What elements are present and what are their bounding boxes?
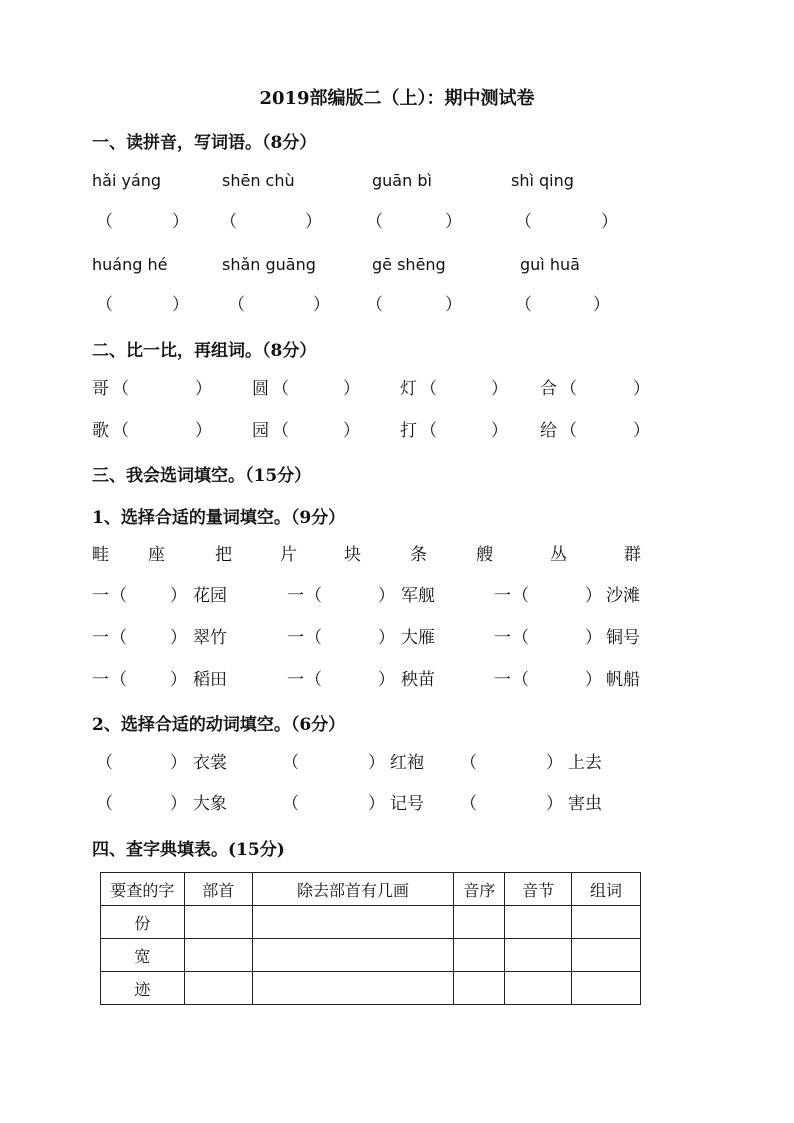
- answer-blank-close: ）: [378, 586, 395, 606]
- char-ge: 哥: [92, 379, 109, 399]
- answer-blank-open: （: [96, 794, 113, 814]
- answer-blank-close: ）: [170, 794, 187, 814]
- table-row: [101, 972, 641, 1005]
- verb-object: 害虫: [568, 794, 602, 814]
- lookup-char: 宽: [101, 939, 185, 972]
- answer-blank-close: ）: [585, 586, 602, 606]
- word-option: 群: [624, 545, 641, 565]
- answer-blank-close: ）: [343, 421, 360, 441]
- answer-cell[interactable]: [252, 972, 454, 1005]
- answer-blank-close: ）: [491, 379, 508, 399]
- answer-cell[interactable]: [184, 906, 252, 939]
- char-da: 打: [400, 421, 417, 441]
- answer-blank-open: （: [272, 421, 289, 441]
- noun: 军舰: [401, 586, 435, 606]
- yi-label: 一: [287, 670, 304, 690]
- answer-blank-close: ）: [368, 753, 385, 773]
- answer-cell[interactable]: [252, 939, 454, 972]
- pinyin-huanghe: huáng hé: [92, 255, 168, 274]
- char-yuan: 圆: [252, 379, 269, 399]
- answer-cell[interactable]: [505, 906, 572, 939]
- answer-cell[interactable]: [572, 906, 641, 939]
- answer-cell[interactable]: [454, 906, 505, 939]
- noun: 花园: [193, 586, 227, 606]
- answer-blank-open: （: [420, 379, 437, 399]
- answer-blank-open: （: [512, 628, 529, 648]
- word-option: 条: [410, 545, 427, 565]
- answer-blank-open: （: [512, 670, 529, 690]
- column-header: 部首: [184, 873, 252, 906]
- answer-cell[interactable]: [184, 972, 252, 1005]
- verb-object: 上去: [568, 753, 602, 773]
- answer-blank-close: ）: [172, 295, 189, 315]
- answer-blank-open: （: [305, 586, 322, 606]
- answer-blank-close: ）: [585, 628, 602, 648]
- answer-blank-open: （: [460, 794, 477, 814]
- word-option: 畦: [92, 545, 109, 565]
- answer-blank-open: （: [560, 421, 577, 441]
- answer-blank-close: ）: [343, 379, 360, 399]
- answer-blank-close: ）: [313, 295, 330, 315]
- answer-blank-open: （: [420, 421, 437, 441]
- char-deng: 灯: [400, 379, 417, 399]
- word-option: 把: [215, 545, 232, 565]
- char-yuan2: 园: [252, 421, 269, 441]
- answer-blank-close: ）: [195, 379, 212, 399]
- answer-blank-close: ）: [633, 379, 650, 399]
- lookup-char: 迹: [101, 972, 185, 1005]
- noun: 帆船: [606, 670, 640, 690]
- answer-blank-open: （: [305, 628, 322, 648]
- answer-blank-open: （: [560, 379, 577, 399]
- pinyin-shanguang: shǎn guāng: [222, 255, 316, 274]
- answer-blank-open: （: [366, 295, 383, 315]
- yi-label: 一: [494, 670, 511, 690]
- answer-blank-close: ）: [195, 421, 212, 441]
- answer-blank-close: ）: [368, 794, 385, 814]
- answer-blank-close: ）: [172, 212, 189, 232]
- answer-blank-open: （: [110, 670, 127, 690]
- answer-blank-open: （: [272, 379, 289, 399]
- answer-blank-close: ）: [633, 421, 650, 441]
- verb-object: 衣裳: [193, 753, 227, 773]
- yi-label: 一: [287, 628, 304, 648]
- answer-blank-close: ）: [170, 628, 187, 648]
- table-row: [101, 939, 641, 972]
- char-he: 合: [540, 379, 557, 399]
- word-option: 艘: [476, 545, 493, 565]
- answer-blank-close: ）: [378, 670, 395, 690]
- lookup-char: 份: [101, 906, 185, 939]
- answer-blank-close: ）: [170, 670, 187, 690]
- verb-object: 红袍: [390, 753, 424, 773]
- answer-blank-open: （: [220, 212, 237, 232]
- answer-cell[interactable]: [572, 939, 641, 972]
- word-option: 块: [344, 545, 361, 565]
- answer-blank-open: （: [366, 212, 383, 232]
- pinyin-shenchu: shēn chù: [222, 171, 295, 190]
- answer-blank-close: ）: [305, 212, 322, 232]
- question-2-heading: 2、选择合适的动词填空。（6分）: [92, 715, 346, 735]
- table-header-row: [101, 873, 641, 906]
- noun: 沙滩: [606, 586, 640, 606]
- word-option: 座: [148, 545, 165, 565]
- answer-blank-open: （: [228, 295, 245, 315]
- answer-blank-open: （: [112, 421, 129, 441]
- yi-label: 一: [92, 628, 109, 648]
- dictionary-table: [100, 872, 641, 1005]
- answer-cell[interactable]: [505, 939, 572, 972]
- column-header: 音序: [454, 873, 505, 906]
- noun: 铜号: [606, 628, 640, 648]
- answer-blank-open: （: [112, 379, 129, 399]
- answer-blank-open: （: [515, 212, 532, 232]
- answer-blank-close: ）: [546, 753, 563, 773]
- column-header: 除去部首有几画: [252, 873, 454, 906]
- noun: 稻田: [193, 670, 227, 690]
- word-option: 片: [280, 545, 297, 565]
- pinyin-guanbi: guān bì: [372, 171, 432, 190]
- yi-label: 一: [92, 586, 109, 606]
- pinyin-haiyang: hǎi yáng: [92, 171, 162, 190]
- column-header: 要查的字: [101, 873, 185, 906]
- answer-cell[interactable]: [454, 972, 505, 1005]
- answer-blank-open: （: [96, 295, 113, 315]
- yi-label: 一: [92, 670, 109, 690]
- answer-blank-open: （: [96, 753, 113, 773]
- char-gei: 给: [540, 421, 557, 441]
- pinyin-shiqing: shì qing: [511, 171, 574, 190]
- pinyin-gesheng: gē shēng: [372, 255, 446, 274]
- yi-label: 一: [494, 586, 511, 606]
- section-3-heading: 三、我会选词填空。（15分）: [92, 466, 312, 486]
- answer-blank-open: （: [110, 586, 127, 606]
- section-1-heading: 一、读拼音，写词语。（8分）: [92, 133, 317, 153]
- verb-object: 记号: [390, 794, 424, 814]
- answer-cell[interactable]: [252, 906, 454, 939]
- column-header: 音节: [505, 873, 572, 906]
- char-ge2: 歌: [92, 421, 109, 441]
- noun: 大雁: [401, 628, 435, 648]
- word-option: 丛: [550, 545, 567, 565]
- noun: 秧苗: [401, 670, 435, 690]
- column-header: 组词: [572, 873, 641, 906]
- answer-blank-open: （: [282, 794, 299, 814]
- answer-blank-close: ）: [593, 295, 610, 315]
- answer-blank-close: ）: [445, 212, 462, 232]
- page-title: 2019部编版二（上）：期中测试卷: [259, 88, 535, 109]
- section-4-heading: 四、查字典填表。(15分): [92, 840, 285, 860]
- answer-blank-open: （: [96, 212, 113, 232]
- answer-blank-close: ）: [170, 586, 187, 606]
- answer-cell[interactable]: [505, 972, 572, 1005]
- yi-label: 一: [287, 586, 304, 606]
- answer-blank-open: （: [282, 753, 299, 773]
- pinyin-guihua: guì huā: [520, 255, 580, 274]
- answer-blank-open: （: [515, 295, 532, 315]
- answer-blank-open: （: [512, 586, 529, 606]
- answer-blank-close: ）: [445, 295, 462, 315]
- yi-label: 一: [494, 628, 511, 648]
- question-1-heading: 1、选择合适的量词填空。（9分）: [92, 508, 346, 528]
- answer-cell[interactable]: [572, 972, 641, 1005]
- answer-blank-close: ）: [378, 628, 395, 648]
- answer-blank-open: （: [110, 628, 127, 648]
- answer-cell[interactable]: [454, 939, 505, 972]
- answer-blank-close: ）: [491, 421, 508, 441]
- noun: 翠竹: [193, 628, 227, 648]
- answer-blank-close: ）: [170, 753, 187, 773]
- answer-blank-close: ）: [601, 212, 618, 232]
- section-2-heading: 二、比一比，再组词。（8分）: [92, 341, 317, 361]
- verb-object: 大象: [193, 794, 227, 814]
- answer-blank-close: ）: [546, 794, 563, 814]
- table-row: [101, 906, 641, 939]
- answer-blank-open: （: [305, 670, 322, 690]
- answer-blank-close: ）: [585, 670, 602, 690]
- answer-blank-open: （: [460, 753, 477, 773]
- answer-cell[interactable]: [184, 939, 252, 972]
